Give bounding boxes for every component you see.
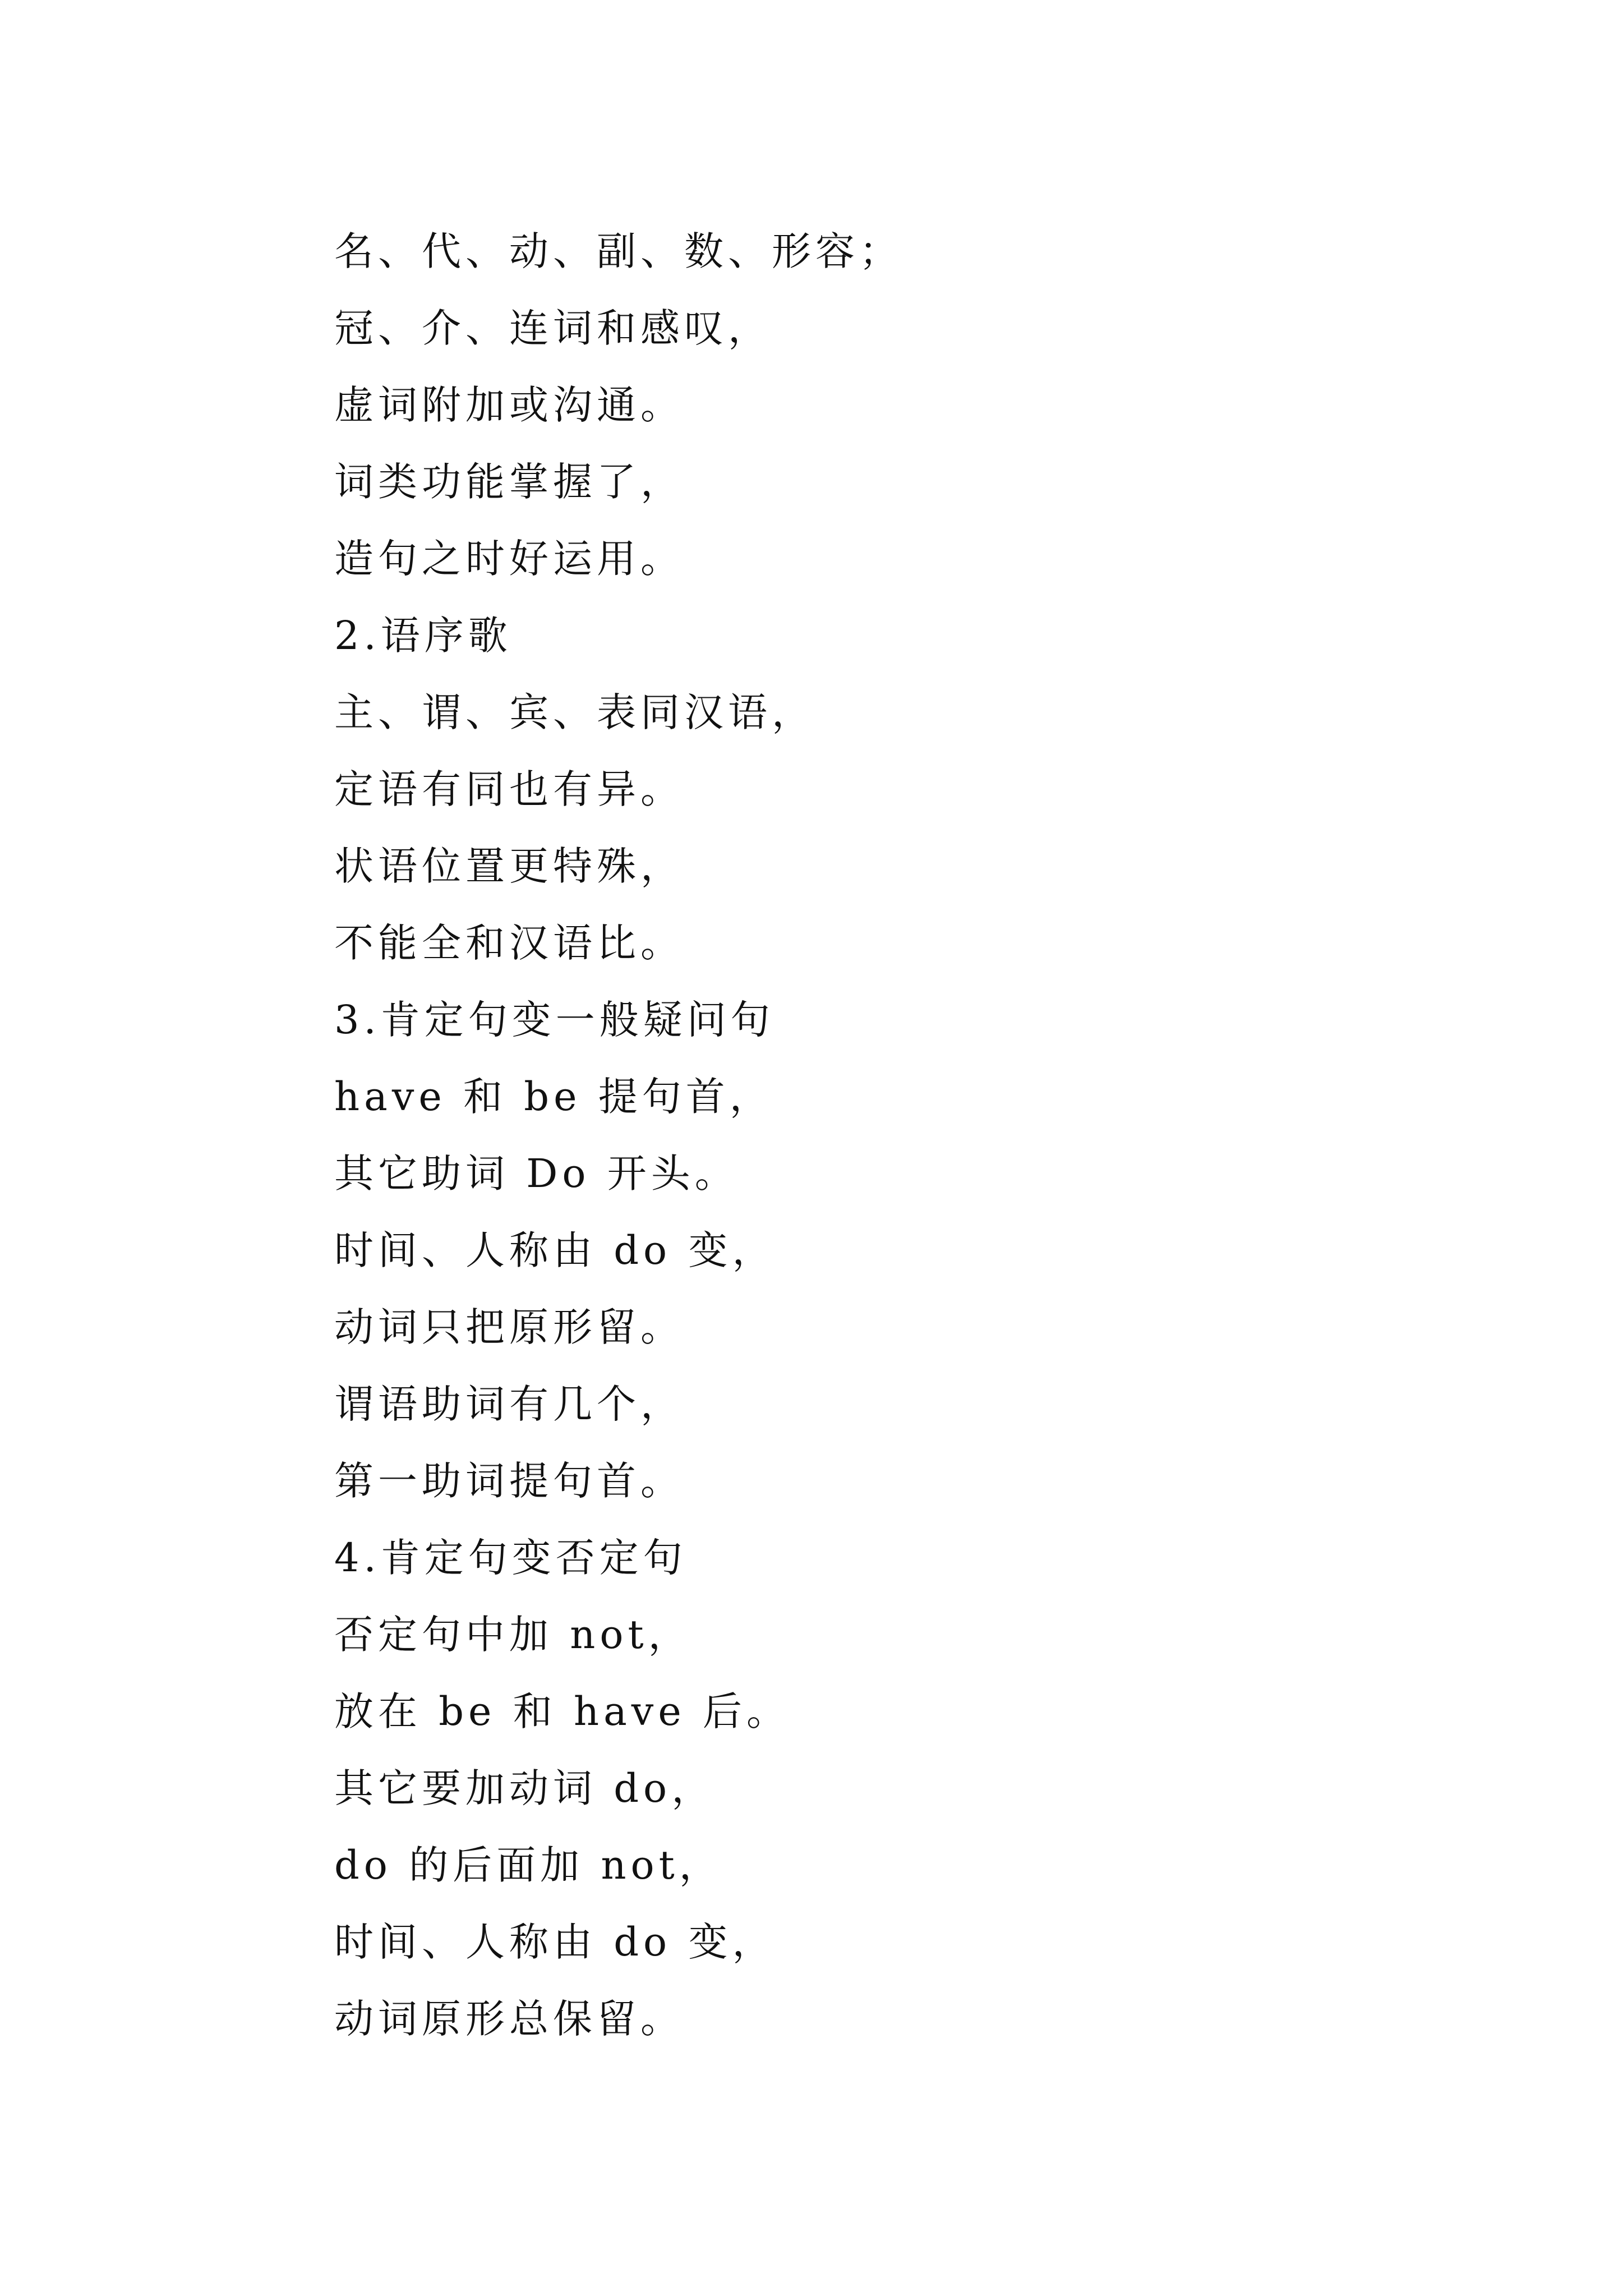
rhyme-line: 其它助词 Do 开头。	[334, 1151, 739, 1197]
rhyme-line: 名、代、动、副、数、形容；	[334, 228, 903, 274]
rhyme-line: 否定句中加 not，	[334, 1612, 692, 1658]
rhyme-line: 时间、人称由 do 变，	[334, 1227, 776, 1273]
rhyme-line: 造句之时好运用。	[334, 536, 684, 582]
rhyme-line: 不能全和汉语比。	[334, 920, 684, 966]
rhyme-line: 动词只把原形留。	[334, 1304, 684, 1350]
rhyme-line: 定语有同也有异。	[334, 766, 684, 812]
rhyme-line: 虚词附加或沟通。	[334, 382, 684, 428]
rhyme-line: 词类功能掌握了，	[334, 459, 684, 505]
rhyme-line: 第一助词提句首。	[334, 1458, 684, 1504]
rhyme-line: 动词原形总保留。	[334, 1996, 684, 2042]
rhyme-line: 其它要加动词 do，	[334, 1765, 716, 1811]
document-body	[334, 213, 1456, 2058]
rhyme-line: do 的后面加 not，	[334, 1842, 723, 1888]
rhyme-line: have 和 be 提句首，	[334, 1074, 773, 1120]
section-heading: 3.肯定句变一般疑问句	[334, 997, 774, 1043]
rhyme-line: 状语位置更特殊，	[334, 843, 684, 889]
rhyme-line: 主、谓、宾、表同汉语，	[334, 689, 815, 735]
rhyme-line: 冠、介、连词和感叹，	[334, 305, 772, 351]
rhyme-line: 谓语助词有几个，	[334, 1381, 684, 1427]
section-heading: 4.肯定句变否定句	[334, 1535, 687, 1581]
rhyme-line: 时间、人称由 do 变，	[334, 1919, 776, 1965]
rhyme-line: 放在 be 和 have 后。	[334, 1688, 791, 1734]
section-heading: 2.语序歌	[334, 613, 512, 659]
